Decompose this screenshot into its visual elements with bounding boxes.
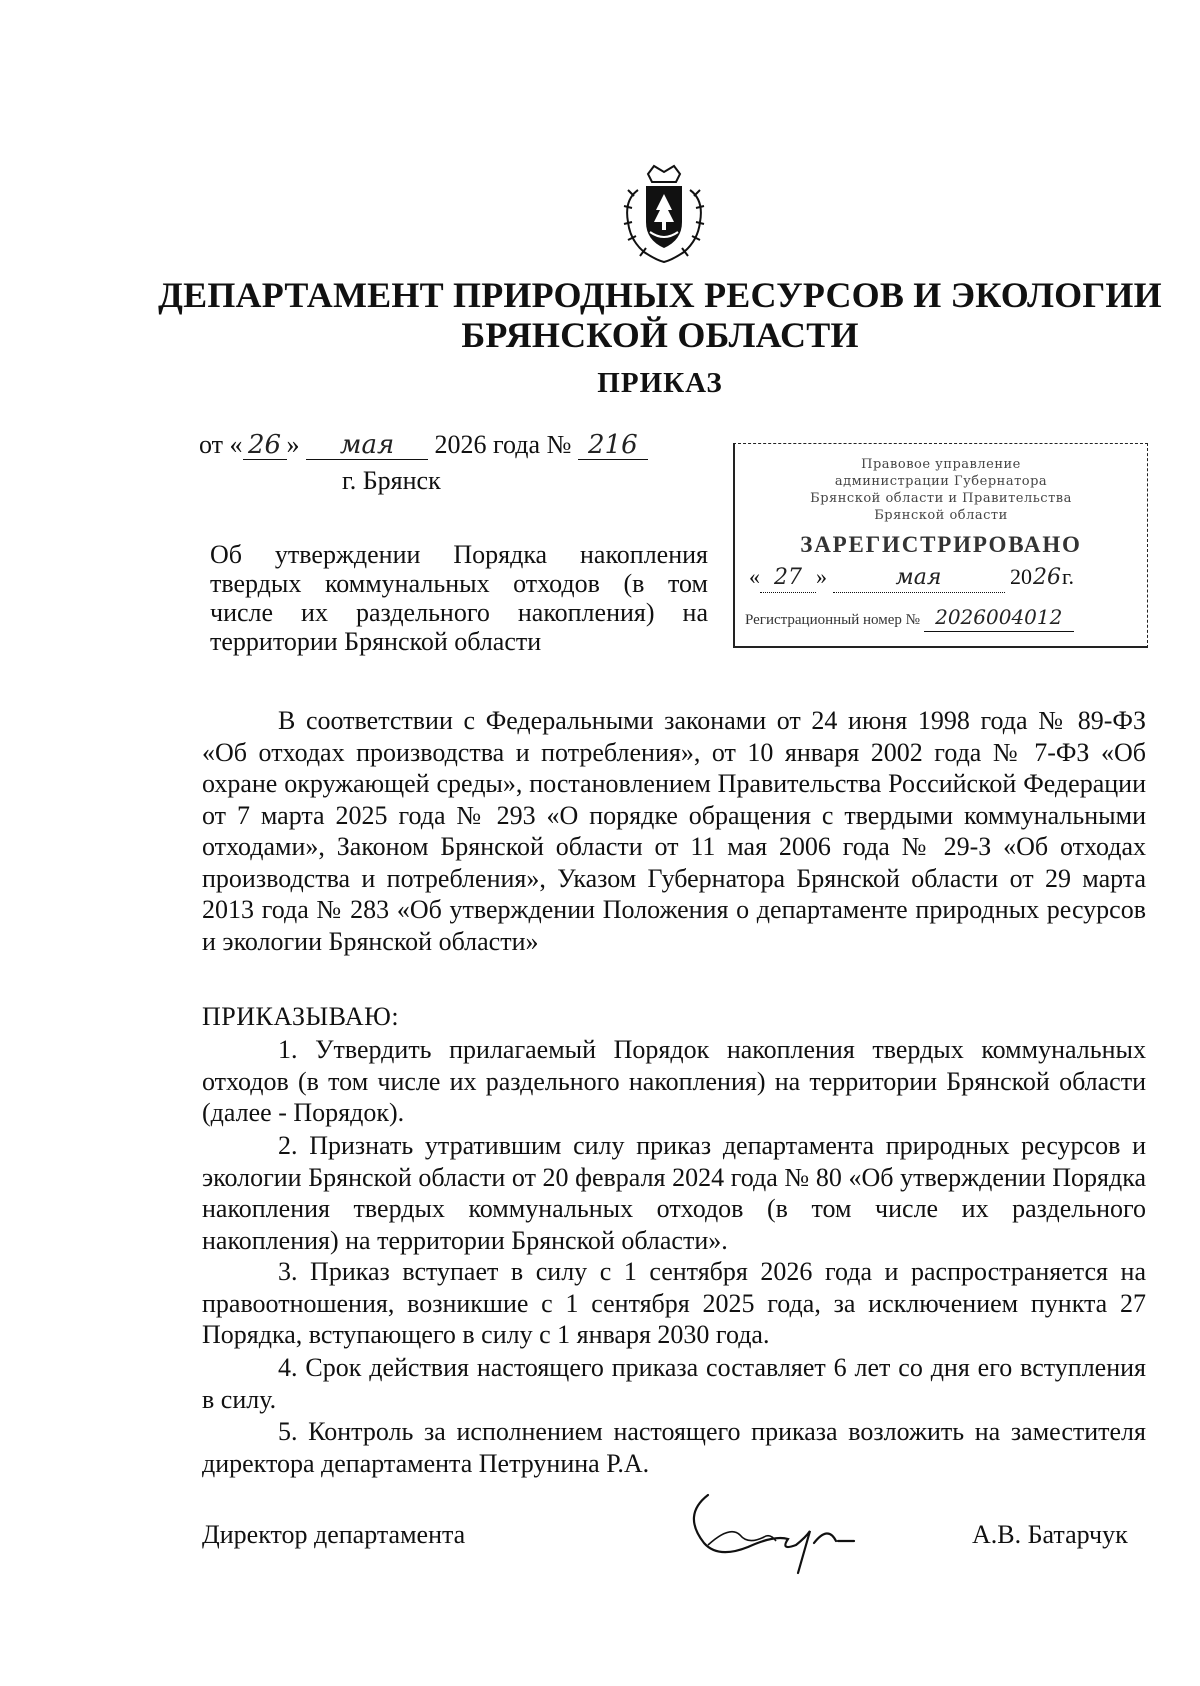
- order-year-text: 2026 года №: [434, 430, 572, 459]
- order-subject: Об утверждении Порядка накопления твердых коммунальных отходов (в том числе их раздельного накопления) на территории Брянской области: [210, 540, 708, 656]
- document-type-heading: ПРИКАЗ: [597, 367, 723, 399]
- order-date-line: [199, 430, 648, 460]
- stamp-org-line2: администрации Губернатора: [834, 474, 1048, 489]
- order-item-1: 1. Утвердить прилагаемый Порядок накопления твердых коммунальных отходов (в том числе их раздельного накопления) на территории Брянской области (далее - Порядок).: [202, 1035, 1146, 1127]
- preamble-paragraph: В соответствии с Федеральными законами от 24 июня 1998 года № 89-ФЗ «Об отходах производства и потребления», от 10 января 2002 года № 7-ФЗ «Об охране окружающей среды», постановлением Правительства Российской Федерации от 7 марта 2025 года № 293 «О порядке обращения с твердыми коммунальными отходами», Законом Брянской области от 11 мая 2006 года № 29-З «Об отходах производства и потребления», Указом Губернатора Брянской области от 29 марта 2013 года № 283 «Об утверждении Положения о департаменте природных ресурсов и экологии Брянской области»: [202, 706, 1146, 956]
- stamp-day-handwritten: 27: [760, 564, 816, 593]
- stamp-year-unit: г.: [1062, 564, 1075, 589]
- order-item-5: 5. Контроль за исполнением настоящего приказа возложить на заместителя директора департамента Петрунина Р.А.: [202, 1417, 1146, 1478]
- department-title-line1: ДЕПАРТАМЕНТ ПРИРОДНЫХ РЕСУРСОВ И ЭКОЛОГИИ: [158, 275, 1162, 315]
- handwritten-signature: [678, 1485, 858, 1575]
- stamp-year-prefix: 20: [1010, 564, 1032, 589]
- order-item-3: 3. Приказ вступает в силу с 1 сентября 2026 года и распространяется на правоотношения, возникшие с 1 сентября 2025 года, за исключением пункта 27 Порядка, вступающего в силу с 1 января 2030 года.: [202, 1257, 1146, 1349]
- signatory-name: А.В. Батарчук: [972, 1520, 1128, 1549]
- order-item-4: 4. Срок действия настоящего приказа составляет 6 лет со дня его вступления в силу.: [202, 1353, 1146, 1414]
- order-city: г. Брянск: [342, 466, 441, 495]
- stamp-org-line1: Правовое управление: [861, 457, 1021, 472]
- order-item-2: 2. Признать утратившим силу приказ департамента природных ресурсов и экологии Брянской области от 20 февраля 2024 года № 80 «Об утверждении Порядка накопления твердых коммунальных отходов (в том числе их раздельного накопления) на территории Брянской области».: [202, 1131, 1146, 1255]
- coat-of-arms-icon: [618, 160, 710, 265]
- stamp-date-row: « 27 » мая 2026г.: [749, 564, 1147, 593]
- date-quote-close: »: [286, 430, 300, 459]
- order-number-handwritten: 216: [578, 431, 648, 460]
- signatory-position: Директор департамента: [202, 1520, 466, 1549]
- stamp-org-line3: Брянской области и Правительства: [810, 491, 1072, 506]
- order-month-handwritten: мая: [306, 431, 428, 460]
- order-directive-word: ПРИКАЗЫВАЮ:: [202, 1002, 400, 1031]
- stamp-year-handwritten: 26: [1033, 565, 1061, 590]
- stamp-org-line4: Брянской области: [874, 508, 1008, 523]
- stamp-number-label: Регистрационный номер №: [745, 612, 920, 628]
- date-prefix: от «: [199, 430, 243, 459]
- registration-stamp: [733, 443, 1148, 648]
- stamp-status: ЗАРЕГИСТРИРОВАНО: [800, 532, 1082, 557]
- order-day-handwritten: 26: [243, 431, 287, 460]
- stamp-number-handwritten: 2026004012: [924, 603, 1074, 632]
- stamp-month-handwritten: мая: [833, 564, 1005, 593]
- department-title-line2: БРЯНСКОЙ ОБЛАСТИ: [461, 315, 859, 355]
- stamp-number-row: [745, 603, 1147, 632]
